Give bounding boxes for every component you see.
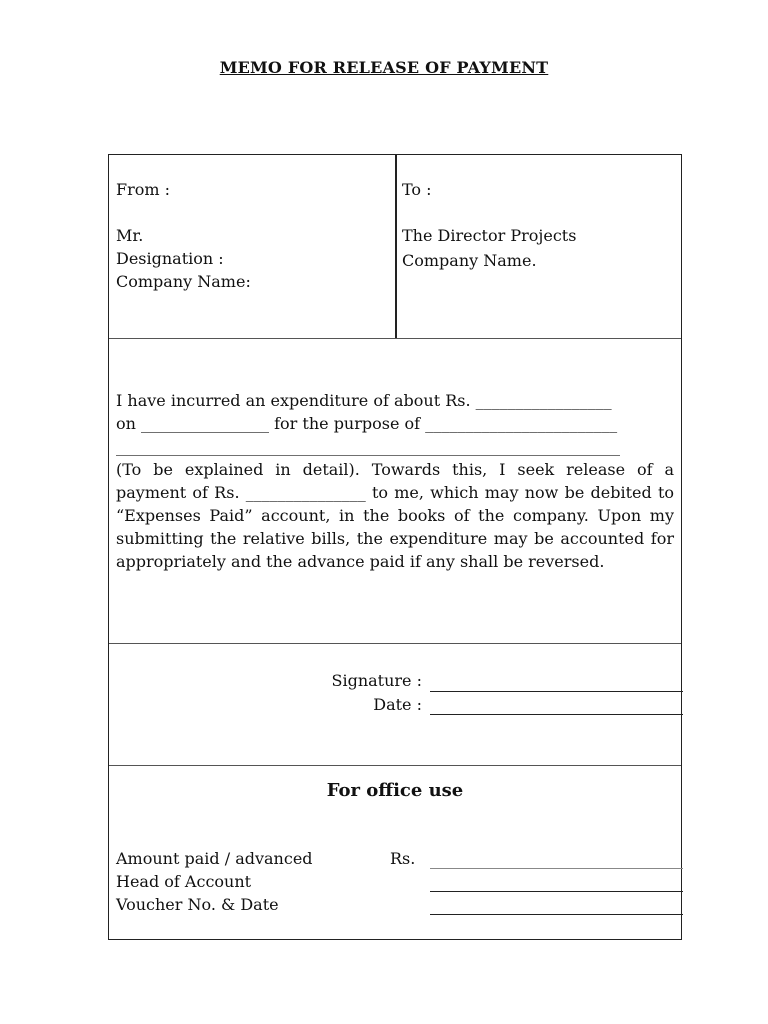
office-use-heading: For office use	[326, 780, 464, 801]
to-company: Company Name.	[402, 251, 537, 270]
page-title: MEMO FOR RELEASE OF PAYMENT	[219, 58, 549, 77]
voucher-line[interactable]	[430, 914, 683, 915]
date-line[interactable]	[430, 714, 683, 715]
body-line-3: _______________________________________________________________	[116, 437, 620, 456]
body-paragraph	[116, 458, 674, 573]
section-divider-1	[109, 338, 681, 339]
amount-line[interactable]	[430, 868, 683, 869]
to-addressee: The Director Projects	[402, 226, 577, 245]
to-heading: To :	[402, 180, 432, 199]
signature-line[interactable]	[430, 691, 683, 692]
currency-label: Rs.	[390, 849, 416, 868]
section-divider-2	[109, 643, 681, 644]
section-divider-3	[109, 765, 681, 766]
head-of-account-line[interactable]	[430, 891, 683, 892]
head-of-account-label: Head of Account	[116, 872, 252, 891]
body-line-2: on ________________ for the purpose of ________________________	[116, 414, 618, 433]
from-heading: From :	[116, 180, 171, 199]
memo-form	[108, 154, 682, 940]
signature-label: Signature :	[331, 671, 422, 690]
from-company-label: Company Name:	[116, 272, 251, 291]
from-name-label: Mr.	[116, 226, 144, 245]
amount-label: Amount paid / advanced	[116, 849, 313, 868]
from-to-divider	[395, 155, 397, 338]
body-paragraph-text: (To be explained in detail). Towards this, I seek release of a payment of Rs. _______________ to me, which may now be debited to “Expenses Paid” account, in the books of the company. Upon my submitting the relative bills, the expenditure may be accounted for appropriately and the advance paid if any shall be reversed.	[116, 460, 674, 571]
from-designation-label: Designation :	[116, 249, 224, 268]
body-line-1: I have incurred an expenditure of about Rs. _________________	[116, 391, 612, 410]
date-label: Date :	[373, 695, 422, 714]
voucher-label: Voucher No. & Date	[116, 895, 279, 914]
